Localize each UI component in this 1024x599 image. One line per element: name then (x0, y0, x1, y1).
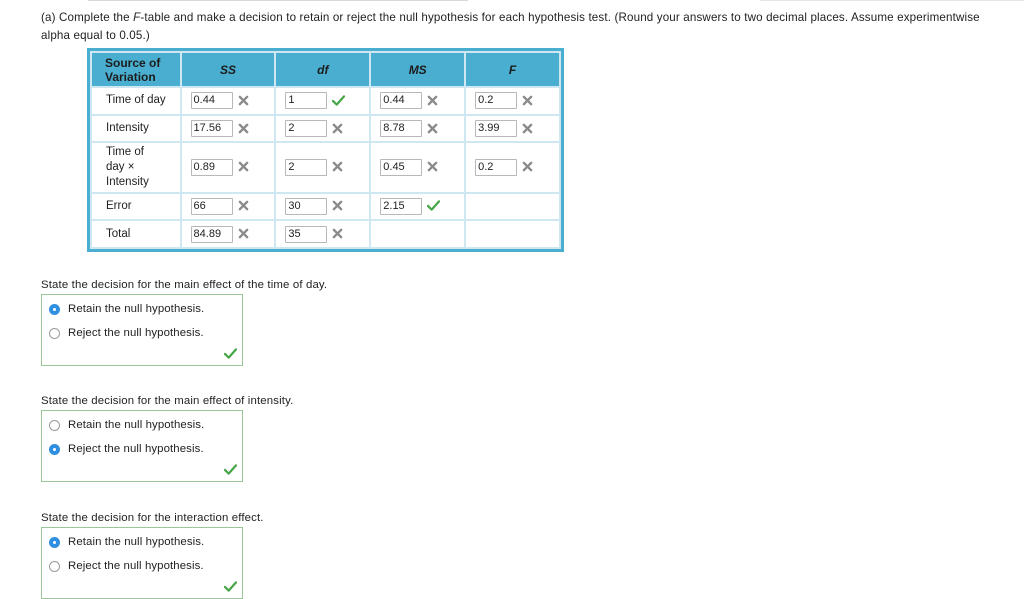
radio-button[interactable] (49, 420, 60, 431)
decision-answer-box (41, 527, 243, 599)
header-source: Source of Variation (92, 53, 180, 86)
df-input[interactable]: 2 (285, 159, 327, 176)
table-row (92, 143, 559, 191)
table-row (92, 116, 559, 142)
f-input[interactable]: 0.2 (475, 159, 517, 176)
check-icon (332, 95, 344, 107)
question-text-before: Complete the (59, 11, 130, 24)
ss-input[interactable]: 84.89 (191, 226, 233, 243)
cell-f (466, 194, 559, 220)
cell-ss (182, 194, 275, 220)
radio-button[interactable] (49, 304, 60, 315)
cell-f (466, 116, 559, 142)
radio-button[interactable] (49, 328, 60, 339)
cell-ms (371, 143, 464, 191)
f-input[interactable]: 0.2 (475, 92, 517, 109)
cell-df (276, 88, 369, 114)
x-icon (522, 123, 534, 135)
cell-ms (371, 116, 464, 142)
cell-ms (371, 221, 464, 247)
ms-input[interactable]: 0.44 (380, 92, 422, 109)
radio-button[interactable] (49, 444, 60, 455)
df-input[interactable]: 2 (285, 120, 327, 137)
cell-ss (182, 221, 275, 247)
row-label-line: Intensity (106, 175, 149, 188)
decision-answer-box (41, 294, 243, 366)
cell-f (466, 88, 559, 114)
x-icon (332, 228, 344, 240)
x-icon (238, 123, 250, 135)
cell-df (276, 194, 369, 220)
header-ms (371, 53, 464, 86)
header-df-label: df (317, 62, 329, 77)
cell-ss (182, 88, 275, 114)
x-icon (427, 123, 439, 135)
decision-prompt: State the decision for the main effect of intensity. (41, 395, 294, 407)
radio-button[interactable] (49, 537, 60, 548)
option-reject[interactable] (49, 443, 204, 455)
header-f-label: F (508, 62, 517, 77)
cell-f (466, 143, 559, 191)
decision-prompt: State the decision for the interaction effect. (41, 512, 264, 524)
option-label: Retain the null hypothesis. (68, 419, 205, 431)
ss-input[interactable]: 0.44 (191, 92, 233, 109)
question-text-after: -table and make a decision to retain or reject the null hypothesis for each hypothesis test. (Round your answers to two decimal places. Assume experimentwise alpha equal to 0.05.) (41, 11, 980, 42)
cell-df (276, 221, 369, 247)
ms-input[interactable]: 8.78 (380, 120, 422, 137)
row-label-line: Time of (106, 145, 144, 158)
cell-ms (371, 194, 464, 220)
x-icon (332, 200, 344, 212)
ss-input[interactable]: 0.89 (191, 159, 233, 176)
cell-df (276, 143, 369, 191)
top-divider (88, 0, 468, 1)
f-table (87, 48, 564, 252)
decision-prompt: State the decision for the main effect of the time of day. (41, 279, 328, 291)
df-input[interactable]: 35 (285, 226, 327, 243)
row-label: Error (92, 194, 180, 220)
cell-ms (371, 88, 464, 114)
cell-ss (182, 116, 275, 142)
check-icon (224, 348, 238, 360)
option-label: Reject the null hypothesis. (68, 327, 204, 339)
option-label: Retain the null hypothesis. (68, 303, 205, 315)
row-label: Intensity (92, 116, 180, 142)
question-f-italic: F (133, 11, 141, 24)
f-input[interactable]: 3.99 (475, 120, 517, 137)
header-df (276, 53, 369, 86)
df-input[interactable]: 1 (285, 92, 327, 109)
x-icon (332, 161, 344, 173)
header-ss (182, 53, 275, 86)
df-input[interactable]: 30 (285, 198, 327, 215)
question-part: (a) (41, 11, 56, 24)
check-icon (224, 581, 238, 593)
cell-df (276, 116, 369, 142)
cell-ss (182, 143, 275, 191)
row-label (92, 143, 180, 191)
option-label: Retain the null hypothesis. (68, 536, 205, 548)
x-icon (522, 95, 534, 107)
header-ms-label: MS (408, 62, 427, 77)
ms-input[interactable]: 0.45 (380, 159, 422, 176)
table-row (92, 88, 559, 114)
option-reject[interactable] (49, 560, 204, 572)
option-retain[interactable] (49, 536, 204, 548)
option-label: Reject the null hypothesis. (68, 443, 204, 455)
option-reject[interactable] (49, 327, 204, 339)
decision-answer-box (41, 410, 243, 482)
check-icon (224, 464, 238, 476)
header-ss-label: SS (219, 62, 236, 77)
option-retain[interactable] (49, 303, 204, 315)
x-icon (238, 228, 250, 240)
check-icon (427, 200, 439, 212)
radio-button[interactable] (49, 561, 60, 572)
option-retain[interactable] (49, 419, 204, 431)
x-icon (332, 123, 344, 135)
x-icon (427, 161, 439, 173)
x-icon (522, 161, 534, 173)
table-row (92, 194, 559, 220)
ms-input[interactable]: 2.15 (380, 198, 422, 215)
ss-input[interactable]: 17.56 (191, 120, 233, 137)
top-divider-right (760, 0, 1024, 1)
x-icon (238, 95, 250, 107)
x-icon (238, 200, 250, 212)
row-label: Time of day (92, 88, 180, 114)
option-label: Reject the null hypothesis. (68, 560, 204, 572)
header-f (466, 53, 559, 86)
table-row (92, 221, 559, 247)
question-text (41, 9, 1006, 45)
row-label-line: day × (106, 160, 135, 173)
cell-f (466, 221, 559, 247)
ss-input[interactable]: 66 (191, 198, 233, 215)
x-icon (427, 95, 439, 107)
row-label: Total (92, 221, 180, 247)
x-icon (238, 161, 250, 173)
